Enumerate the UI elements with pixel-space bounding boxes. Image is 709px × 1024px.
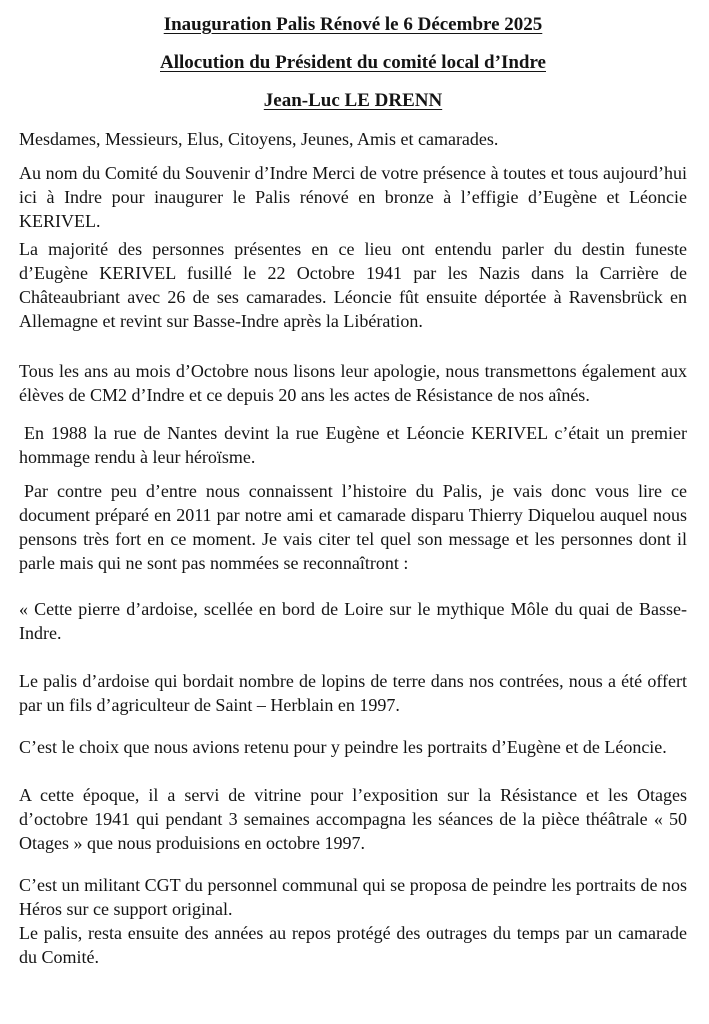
doc-title-line-1: Inauguration Palis Rénové le 6 Décembre 2025 bbox=[163, 14, 543, 35]
paragraph-la-majorite: La majorité des personnes présentes en ce lieu ont entendu parler du destin funeste d’Eugène KERIVEL fusillé le 22 Octobre 1941 par les Nazis dans la Carrière de Châteaubriant avec 26 de ses camarades. Léoncie fût ensuite déportée à Ravensbrück en Allemagne et revint sur Basse-Indre après la Libération. bbox=[19, 239, 687, 331]
paragraph-salutation: Mesdames, Messieurs, Elus, Citoyens, Jeunes, Amis et camarades. bbox=[19, 129, 499, 149]
paragraph-en-1988: En 1988 la rue de Nantes devint la rue Eugène et Léoncie KERIVEL c’était un premier hommage rendu à leur héroïsme. bbox=[19, 423, 687, 467]
paragraph-tous-les-ans: Tous les ans au mois d’Octobre nous lisons leur apologie, nous transmettons également aux élèves de CM2 d’Indre et ce depuis 20 ans les actes de Résistance de nos aînés. bbox=[19, 361, 687, 405]
paragraph-militant-cgt: C’est un militant CGT du personnel communal qui se proposa de peindre les portraits de nos Héros sur ce support original. bbox=[19, 875, 687, 919]
paragraph-palis-ardoise: Le palis d’ardoise qui bordait nombre de lopins de terre dans nos contrées, nous a été offert par un fils d’agriculteur de Saint – Herblain en 1997. bbox=[19, 671, 687, 715]
paragraph-palis-repos: Le palis, resta ensuite des années au repos protégé des outrages du temps par un camarade du Comité. bbox=[19, 923, 687, 967]
doc-title-line-2: Allocution du Président du comité local d’Indre bbox=[160, 52, 546, 73]
paragraph-choix-portraits: C’est le choix que nous avions retenu pour y peindre les portraits d’Eugène et de Léoncie. bbox=[19, 737, 667, 757]
paragraph-exposition-1997: A cette époque, il a servi de vitrine pour l’exposition sur la Résistance et les Otages d’octobre 1941 qui pendant 3 semaines accompagna les séances de la pièce théâtrale « 50 Otages » que nous produisions en octobre 1997. bbox=[19, 785, 687, 853]
paragraph-par-contre: Par contre peu d’entre nous connaissent l’histoire du Palis, je vais donc vous lire ce document préparé en 2011 par notre ami et camarade disparu Thierry Diquelou auquel nous pensons très fort en ce moment. Je vais citer tel quel son message et les personnes dont il parle mais qui ne sont pas nommées se reconnaîtront : bbox=[19, 481, 687, 573]
doc-title-speaker: Jean-Luc LE DRENN bbox=[263, 90, 443, 111]
paragraph-citation-pierre: « Cette pierre d’ardoise, scellée en bord de Loire sur le mythique Môle du quai de Basse-Indre. bbox=[19, 599, 687, 643]
paragraph-au-nom: Au nom du Comité du Souvenir d’Indre Merci de votre présence à toutes et tous aujourd’hui ici à Indre pour inaugurer le Palis rénové en bronze à l’effigie d’Eugène et Léoncie KERIVEL. bbox=[19, 163, 687, 231]
